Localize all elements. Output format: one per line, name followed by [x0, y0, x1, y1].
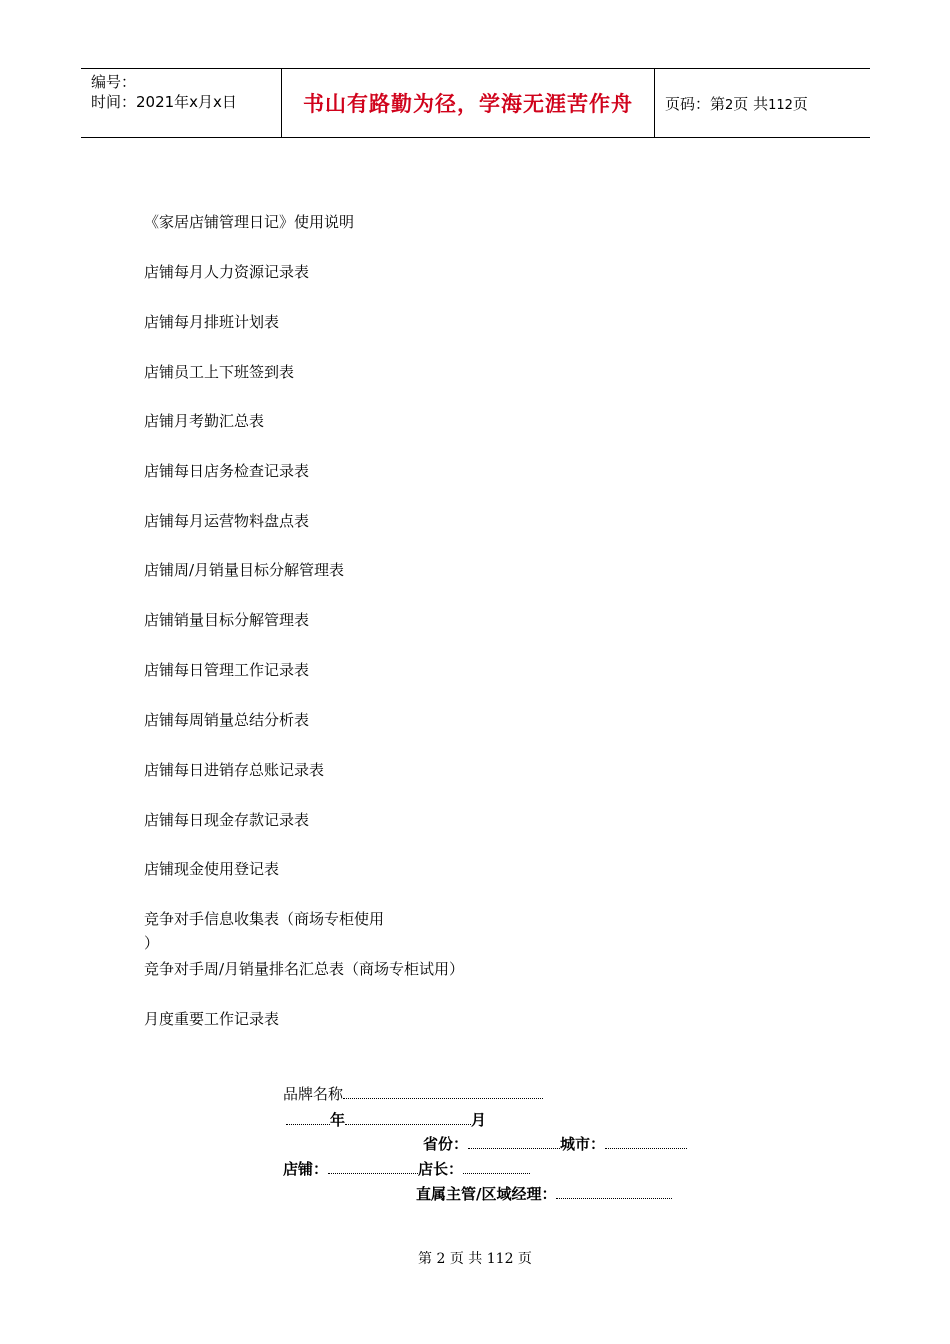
toc-item: 店铺现金使用登记表	[144, 860, 280, 878]
toc-item: 竞争对手信息收集表（商场专柜使用	[144, 910, 385, 928]
toc-item: ）	[144, 934, 160, 952]
time-label: 时间：2021年x月x日	[91, 93, 237, 111]
toc-item: 店铺每日进销存总账记录表	[144, 761, 325, 779]
supervisor-label: 直属主管/区域经理：	[416, 1185, 557, 1203]
store-label: 店铺：	[283, 1160, 329, 1178]
toc-item: 月度重要工作记录表	[144, 1010, 280, 1028]
month-label: 月	[471, 1111, 487, 1129]
toc-item: 店铺每月运营物料盘点表	[144, 512, 310, 530]
year-field[interactable]	[286, 1109, 330, 1125]
toc-item: 店铺每周销量总结分析表	[144, 711, 310, 729]
brand-name-field[interactable]	[343, 1083, 543, 1099]
brand-name-label: 品牌名称	[283, 1085, 344, 1103]
year-month-row	[286, 1109, 486, 1130]
province-field[interactable]	[468, 1133, 560, 1149]
document-header	[81, 68, 870, 138]
toc-item: 竞争对手周/月销量排名汇总表（商场专柜试用）	[144, 960, 465, 978]
toc-item: 店铺月考勤汇总表	[144, 412, 265, 430]
month-field[interactable]	[345, 1109, 471, 1125]
supervisor-field[interactable]	[556, 1183, 672, 1199]
toc-item: 店铺每月人力资源记录表	[144, 263, 310, 281]
page-number-info: 页码：第2页 共112页	[665, 94, 808, 113]
toc-item: 店铺周/月销量目标分解管理表	[144, 561, 345, 579]
year-label: 年	[330, 1111, 346, 1129]
page-footer: 第 2 页 共 112 页	[418, 1251, 532, 1267]
supervisor-row	[416, 1183, 672, 1204]
brand-name-row	[283, 1083, 543, 1104]
store-field[interactable]	[328, 1158, 418, 1174]
header-meta-cell	[81, 69, 282, 137]
manager-label: 店长：	[418, 1160, 464, 1178]
toc-item: 店铺每月排班计划表	[144, 313, 280, 331]
province-city-row	[423, 1133, 687, 1154]
store-manager-row	[283, 1158, 530, 1179]
city-label: 城市：	[560, 1135, 606, 1153]
header-motto-cell	[282, 69, 655, 137]
city-field[interactable]	[605, 1133, 687, 1149]
number-label: 编号：	[91, 73, 137, 91]
toc-item: 《家居店铺管理日记》使用说明	[144, 213, 355, 231]
toc-item: 店铺每日店务检查记录表	[144, 462, 310, 480]
header-page-cell	[655, 69, 870, 137]
toc-item: 店铺每日管理工作记录表	[144, 661, 310, 679]
motto-text: 书山有路勤为径，学海无涯苦作舟	[303, 92, 633, 116]
manager-field[interactable]	[463, 1158, 530, 1174]
province-label: 省份：	[423, 1135, 469, 1153]
toc-item: 店铺销量目标分解管理表	[144, 611, 310, 629]
toc-item: 店铺员工上下班签到表	[144, 363, 295, 381]
toc-item: 店铺每日现金存款记录表	[144, 811, 310, 829]
